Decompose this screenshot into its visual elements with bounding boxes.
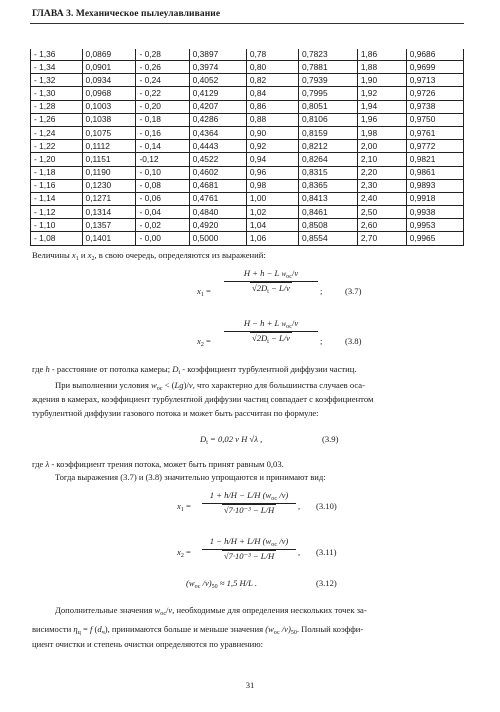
table-row — [31, 100, 464, 113]
table-cell: 0,9772 — [406, 140, 463, 153]
table-cell: 0,8264 — [299, 153, 358, 166]
table-row — [31, 232, 464, 245]
page-number: 31 — [245, 680, 255, 690]
table-cell: 0,9726 — [406, 87, 463, 100]
table-cell: 0,9738 — [406, 100, 463, 113]
table-cell: 0,1401 — [82, 232, 136, 245]
equation-number: (3.11) — [316, 547, 337, 557]
table-row — [31, 49, 464, 61]
table-cell: 0,4286 — [189, 113, 246, 126]
paragraph-condition-line1: При выполнении условия $w_{ос} < (Lg)/v$, что характерно для большинства случаев оса- — [55, 380, 365, 392]
table-cell: - 1,14 — [31, 192, 83, 205]
table-row — [31, 179, 464, 192]
table-cell: 0,9918 — [406, 192, 463, 205]
table-cell: - 1,18 — [31, 166, 83, 179]
table-cell: - 0,02 — [136, 219, 189, 232]
table-cell: 0,1151 — [82, 153, 136, 166]
table-cell: 0,4207 — [189, 100, 246, 113]
table-cell: 0,4761 — [189, 192, 246, 205]
table-cell: 0,1230 — [82, 179, 136, 192]
table-cell: 0,8554 — [299, 232, 358, 245]
table-cell: 0,98 — [246, 179, 298, 192]
table-cell: 0,8413 — [299, 192, 358, 205]
paragraph-additional-line1: Дополнительные значения $w_{ос}/v$, необходимые для определения нескольких точек за- — [55, 605, 367, 617]
table-cell: 0,4052 — [189, 74, 246, 87]
table-cell: 0,3974 — [189, 61, 246, 74]
table-cell: 0,4364 — [189, 126, 246, 139]
table-cell: 0,94 — [246, 153, 298, 166]
table-cell: 0,7995 — [299, 87, 358, 100]
table-cell: 2,30 — [357, 179, 406, 192]
equation-number: (3.10) — [316, 501, 337, 511]
table-cell: - 1,32 — [31, 74, 83, 87]
table-cell: 0,9821 — [406, 153, 463, 166]
table-cell: 1,04 — [246, 219, 298, 232]
table-cell: 0,1038 — [82, 113, 136, 126]
table-cell: 0,1190 — [82, 166, 136, 179]
table-cell: - 1,36 — [31, 49, 83, 61]
table-cell: 0,9965 — [406, 232, 463, 245]
table-cell: 0,8365 — [299, 179, 358, 192]
table-cell: 0,9893 — [406, 179, 463, 192]
table-cell: 0,3897 — [189, 49, 246, 61]
paragraph-definitions: где h - расстояние от потолка камеры; $D_t$ - коэффициент турбулентной диффузии частиц. — [32, 364, 357, 376]
table-cell: 0,8051 — [299, 100, 358, 113]
table-cell: 0,4681 — [189, 179, 246, 192]
table-cell: - 0,00 — [136, 232, 189, 245]
table-row — [31, 219, 464, 232]
table-cell: 0,9861 — [406, 166, 463, 179]
table-row — [31, 87, 464, 100]
table-cell: 1,92 — [357, 87, 406, 100]
table-cell: - 0,18 — [136, 113, 189, 126]
paragraph-simplify: Тогда выражения (3.7) и (3.8) значительно упрощаются и принимают вид: — [55, 472, 326, 482]
table-cell: 0,0934 — [82, 74, 136, 87]
table-cell: - 0,10 — [136, 166, 189, 179]
table-cell: - 1,12 — [31, 206, 83, 219]
table-cell: 0,9699 — [406, 61, 463, 74]
table-cell: 0,0869 — [82, 49, 136, 61]
paragraph-intro: Величины $x_1$ и $x_2$, в свою очередь, определяются из выражений: — [32, 250, 266, 262]
table-row — [31, 113, 464, 126]
table-cell: - 1,34 — [31, 61, 83, 74]
table-cell: 0,0968 — [82, 87, 136, 100]
table-cell: - 0,08 — [136, 179, 189, 192]
table-cell: 0,78 — [246, 49, 298, 61]
table-cell: 2,00 — [357, 140, 406, 153]
table-cell: - 0,04 — [136, 206, 189, 219]
table-cell: 0,8212 — [299, 140, 358, 153]
table-cell: 0,5000 — [189, 232, 246, 245]
table-cell: - 1,08 — [31, 232, 83, 245]
paragraph-lambda: где λ - коэффициент трения потока, может быть принят равным 0,03. — [32, 459, 284, 469]
table-cell: 1,06 — [246, 232, 298, 245]
equation-number: (3.12) — [316, 578, 337, 588]
table-cell: 0,80 — [246, 61, 298, 74]
table-cell: 0,8508 — [299, 219, 358, 232]
table-cell: 0,9953 — [406, 219, 463, 232]
table-cell: 0,7823 — [299, 49, 358, 61]
table-cell: 0,4522 — [189, 153, 246, 166]
table-cell: 0,8461 — [299, 206, 358, 219]
table-cell: 0,88 — [246, 113, 298, 126]
table-row — [31, 166, 464, 179]
table-cell: - 1,16 — [31, 179, 83, 192]
table-cell: 1,86 — [357, 49, 406, 61]
table-cell: 2,60 — [357, 219, 406, 232]
table-cell: 0,4443 — [189, 140, 246, 153]
table-cell: 0,1003 — [82, 100, 136, 113]
table-row — [31, 74, 464, 87]
table-cell: - 1,24 — [31, 126, 83, 139]
table-cell: 0,8315 — [299, 166, 358, 179]
table-cell: 0,82 — [246, 74, 298, 87]
table-row — [31, 192, 464, 205]
table-cell: 0,8106 — [299, 113, 358, 126]
paragraph-additional-line2: висимости $\eta_ц = f$ $(d_ч)$, принимаются больше и меньше значения ($w_{ос}$ $/v)_{50}$. Полный коэффи- — [32, 624, 364, 636]
table-cell: 1,02 — [246, 206, 298, 219]
table-cell: 1,98 — [357, 126, 406, 139]
table-cell: - 0,22 — [136, 87, 189, 100]
table-cell: 0,1271 — [82, 192, 136, 205]
table-cell: 2,20 — [357, 166, 406, 179]
table-cell: -0,12 — [136, 153, 189, 166]
table-cell: 2,10 — [357, 153, 406, 166]
table-cell: 0,96 — [246, 166, 298, 179]
table-row — [31, 140, 464, 153]
table-cell: 0,4129 — [189, 87, 246, 100]
table-cell: 2,40 — [357, 192, 406, 205]
table-row — [31, 153, 464, 166]
table-cell: - 1,20 — [31, 153, 83, 166]
table-cell: 0,7939 — [299, 74, 358, 87]
table-cell: 0,9750 — [406, 113, 463, 126]
paragraph-additional-line3: циент очистки и степень очистки определяются по уравнению: — [32, 639, 264, 649]
table-cell: - 0,26 — [136, 61, 189, 74]
chapter-header: ГЛАВА 3. Механическое пылеулавливание — [32, 9, 221, 19]
header-divider — [30, 23, 464, 24]
table-cell: 0,1357 — [82, 219, 136, 232]
table-cell: - 1,28 — [31, 100, 83, 113]
table-cell: 0,4602 — [189, 166, 246, 179]
table-cell: 0,8159 — [299, 126, 358, 139]
table-cell: 0,84 — [246, 87, 298, 100]
table-cell: 0,4840 — [189, 206, 246, 219]
paragraph-condition-line3: турбулентной диффузии газового потока и может быть рассчитан по формуле: — [32, 408, 319, 418]
table-cell: 0,7881 — [299, 61, 358, 74]
table-cell: 0,4920 — [189, 219, 246, 232]
table-row — [31, 61, 464, 74]
table-cell: 1,96 — [357, 113, 406, 126]
table-row — [31, 206, 464, 219]
table-cell: - 1,22 — [31, 140, 83, 153]
table-cell: 2,50 — [357, 206, 406, 219]
table-cell: 2,70 — [357, 232, 406, 245]
table-cell: 0,90 — [246, 126, 298, 139]
table-cell: 0,9938 — [406, 206, 463, 219]
table-cell: 0,9761 — [406, 126, 463, 139]
paragraph-condition-line2: ждения в камерах, коэффициент турбулентной диффузии частиц совпадает с коэффициентом — [32, 394, 374, 404]
table-cell: - 0,20 — [136, 100, 189, 113]
table-cell: 1,00 — [246, 192, 298, 205]
table-cell: - 0,16 — [136, 126, 189, 139]
table-cell: 0,1314 — [82, 206, 136, 219]
table-cell: 1,94 — [357, 100, 406, 113]
table-cell: - 0,06 — [136, 192, 189, 205]
equation-number: (3.8) — [345, 336, 362, 346]
table-cell: 0,86 — [246, 100, 298, 113]
equation-number: (3.9) — [322, 434, 339, 444]
table-cell: - 0,24 — [136, 74, 189, 87]
table-cell: 0,1075 — [82, 126, 136, 139]
table-cell: - 1,26 — [31, 113, 83, 126]
table-cell: 0,1112 — [82, 140, 136, 153]
table-cell: 0,92 — [246, 140, 298, 153]
table-cell: 0,9686 — [406, 49, 463, 61]
table-cell: 0,0901 — [82, 61, 136, 74]
equation-number: (3.7) — [345, 286, 362, 296]
table-cell: 1,90 — [357, 74, 406, 87]
table-cell: 1,88 — [357, 61, 406, 74]
table-cell: 0,9713 — [406, 74, 463, 87]
table-cell: - 1,30 — [31, 87, 83, 100]
probability-table — [30, 49, 464, 246]
table-row — [31, 126, 464, 139]
table-cell: - 1,10 — [31, 219, 83, 232]
table-cell: - 0,14 — [136, 140, 189, 153]
table-cell: - 0,28 — [136, 49, 189, 61]
